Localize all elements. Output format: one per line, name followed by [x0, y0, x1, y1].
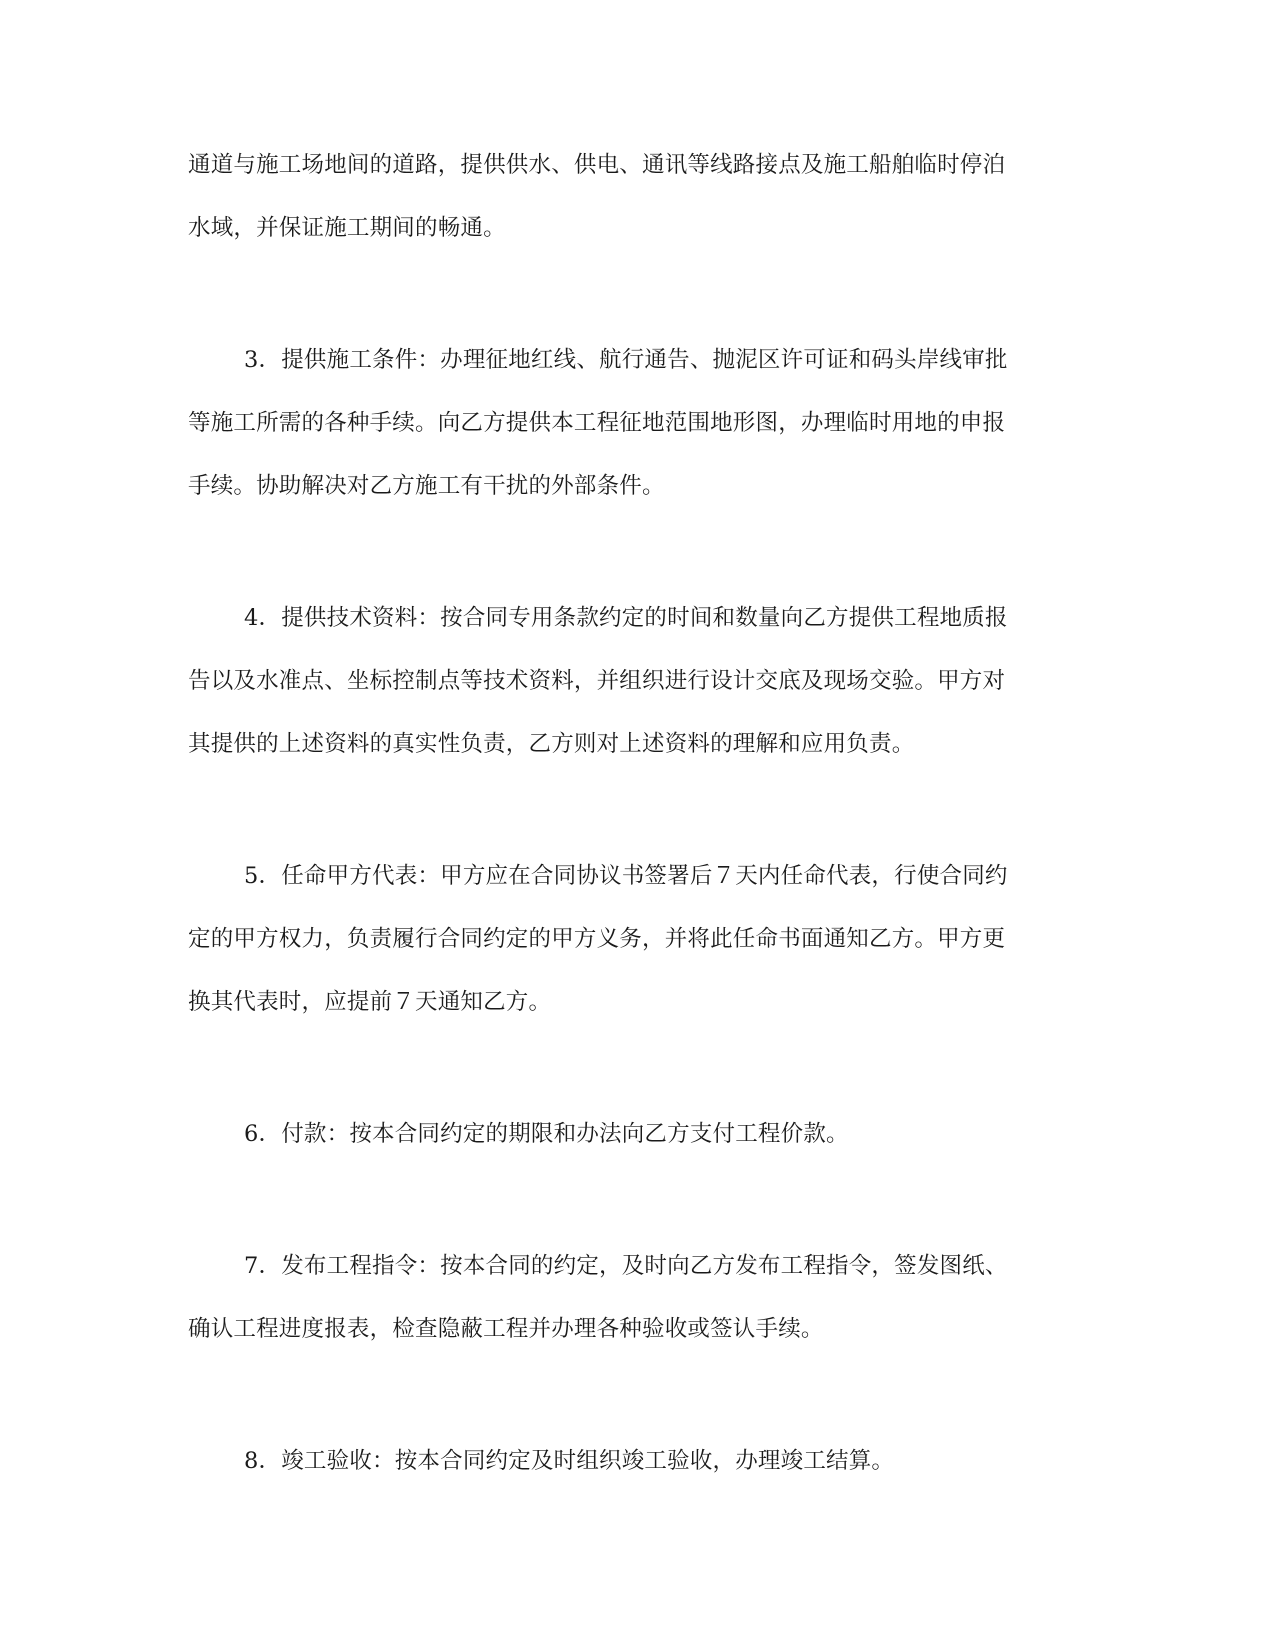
- text-line: 换其代表时，应提前７天通知乙方。: [188, 989, 552, 1015]
- clause-3-heading-line: 3．提供施工条件：办理征地红线、航行通告、抛泥区许可证和码头岸线审批: [244, 347, 1008, 373]
- text-line: 水域，并保证施工期间的畅通。: [188, 215, 506, 241]
- clause-6-line: 6．付款：按本合同约定的期限和办法向乙方支付工程价款。: [244, 1121, 849, 1147]
- text-line: 手续。协助解决对乙方施工有干扰的外部条件。: [188, 473, 665, 499]
- text-line: 等施工所需的各种手续。向乙方提供本工程征地范围地形图，办理临时用地的申报: [188, 410, 1006, 436]
- text-line: 确认工程进度报表，检查隐蔽工程并办理各种验收或签认手续。: [188, 1316, 824, 1342]
- clause-5-heading-line: 5．任命甲方代表：甲方应在合同协议书签署后７天内任命代表，行使合同约: [244, 863, 1008, 889]
- text-line: 定的甲方权力，负责履行合同约定的甲方义务，并将此任命书面通知乙方。甲方更: [188, 926, 1006, 952]
- clause-7-heading-line: 7．发布工程指令：按本合同的约定，及时向乙方发布工程指令，签发图纸、: [244, 1253, 1008, 1279]
- text-line: 其提供的上述资料的真实性负责，乙方则对上述资料的理解和应用负责。: [188, 731, 915, 757]
- text-line: 通道与施工场地间的道路，提供供水、供电、通讯等线路接点及施工船舶临时停泊: [188, 152, 1006, 178]
- text-line: 告以及水准点、坐标控制点等技术资料，并组织进行设计交底及现场交验。甲方对: [188, 668, 1006, 694]
- clause-4-heading-line: 4．提供技术资料：按合同专用条款约定的时间和数量向乙方提供工程地质报: [244, 605, 1008, 631]
- clause-8-line: 8．竣工验收：按本合同约定及时组织竣工验收，办理竣工结算。: [244, 1448, 895, 1474]
